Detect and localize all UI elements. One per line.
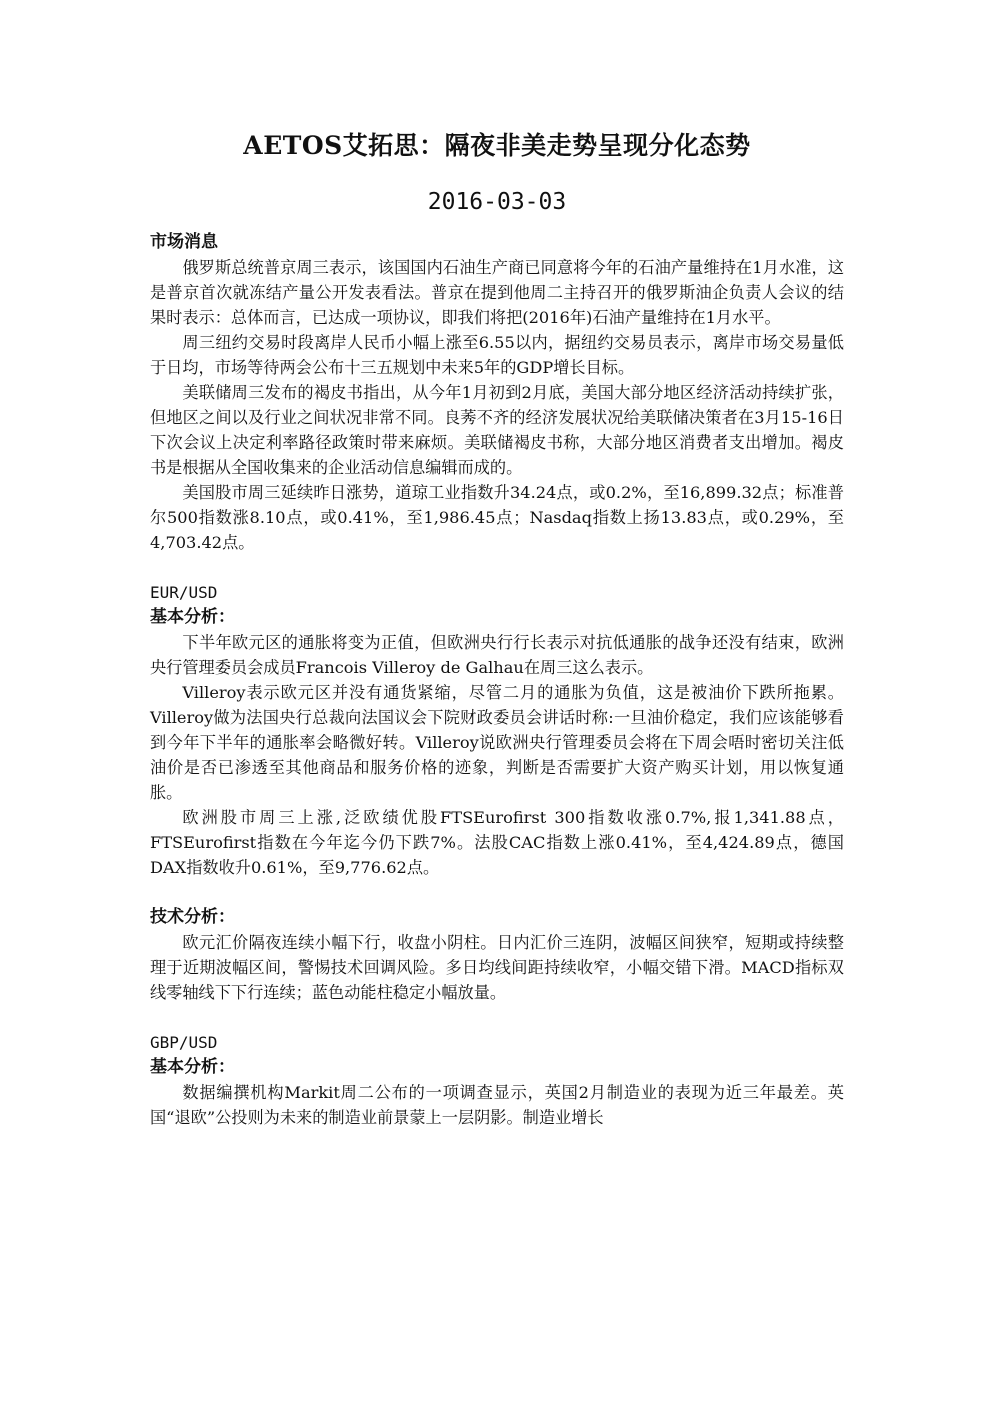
eurusd-fundamental-heading: 基本分析： xyxy=(150,607,235,627)
eurusd-technical-heading: 技术分析： xyxy=(150,907,235,927)
document-page xyxy=(150,128,844,1130)
document-title: AETOS艾拓思：隔夜非美走势呈现分化态势 xyxy=(243,131,751,160)
gbpusd-section xyxy=(150,1030,844,1130)
section-spacer xyxy=(150,1005,844,1030)
eurusd-technical-paragraph: 欧元汇价隔夜连续小幅下行，收盘小阴柱。日内汇价三连阴，波幅区间狭窄，短期或持续整理于近期波幅区间，警惕技术回调风险。多日均线间距持续收窄，小幅交错下滑。MACD指标双线零轴线下下行连续；蓝色动能柱稳定小幅放量。 xyxy=(150,933,844,1002)
market-news-paragraph: 俄罗斯总统普京周三表示，该国国内石油生产商已同意将今年的石油产量维持在1月水准，这是普京首次就冻结产量公开发表看法。普京在提到他周二主持召开的俄罗斯油企负责人会议的结果时表示：总体而言，已达成一项协议，即我们将把(2016年)石油产量维持在1月水平。 xyxy=(150,258,844,327)
eurusd-fundamental-paragraph: 欧洲股市周三上涨,泛欧绩优股FTSEurofirst 300指数收涨0.7%,报1,341.88点，FTSEurofirst指数在今年迄今仍下跌7%。法股CAC指数上涨0.41%，至4,424.89点，德国DAX指数收升0.61%，至9,776.62点。 xyxy=(150,808,844,877)
eurusd-pair-label: EUR/USD xyxy=(150,583,218,602)
section-spacer xyxy=(150,555,844,580)
gbpusd-fundamental-paragraph: 数据编撰机构Markit周二公布的一项调查显示，英国2月制造业的表现为近三年最差。英国“退欧”公投则为未来的制造业前景蒙上一层阴影。制造业增长 xyxy=(150,1083,844,1127)
eurusd-fundamental-paragraph: Villeroy表示欧元区并没有通货紧缩，尽管二月的通胀为负值，这是被油价下跌所拖累。Villeroy做为法国央行总裁向法国议会下院财政委员会讲话时称:一旦油价稳定，我们应该能够看到今年下半年的通胀率会略微好转。Villeroy说欧洲央行管理委员会将在下周会唔时密切关注低油价是否已渗透至其他商品和服务价格的迹象，判断是否需要扩大资产购买计划，用以恢复通胀。 xyxy=(150,683,844,802)
market-news-heading: 市场消息 xyxy=(150,232,218,252)
eurusd-section xyxy=(150,580,844,1005)
market-news-paragraph: 美国股市周三延续昨日涨势，道琼工业指数升34.24点，或0.2%，至16,899.32点；标准普尔500指数涨8.10点，或0.41%，至1,986.45点；Nasdaq指数上扬13.83点，或0.29%，至4,703.42点。 xyxy=(150,483,844,552)
market-news-section xyxy=(150,230,844,555)
document-date: 2016-03-03 xyxy=(427,189,567,215)
eurusd-fundamental-paragraph: 下半年欧元区的通胀将变为正值，但欧洲央行行长表示对抗低通胀的战争还没有结束，欧洲央行管理委员会成员Francois Villeroy de Galhau在周三这么表示。 xyxy=(150,633,844,677)
section-spacer xyxy=(150,880,844,905)
market-news-paragraph: 周三纽约交易时段离岸人民币小幅上涨至6.55以内，据纽约交易员表示，离岸市场交易量低于日均，市场等待两会公布十三五规划中未来5年的GDP增长目标。 xyxy=(150,333,844,377)
gbpusd-pair-label: GBP/USD xyxy=(150,1033,218,1052)
gbpusd-fundamental-heading: 基本分析： xyxy=(150,1057,235,1077)
market-news-paragraph: 美联储周三发布的褐皮书指出，从今年1月初到2月底，美国大部分地区经济活动持续扩张，但地区之间以及行业之间状况非常不同。良莠不齐的经济发展状况给美联储决策者在3月15-16日下次会议上决定利率路径政策时带来麻烦。美联储褐皮书称，大部分地区消费者支出增加。褐皮书是根据从全国收集来的企业活动信息编辑而成的。 xyxy=(150,383,844,477)
